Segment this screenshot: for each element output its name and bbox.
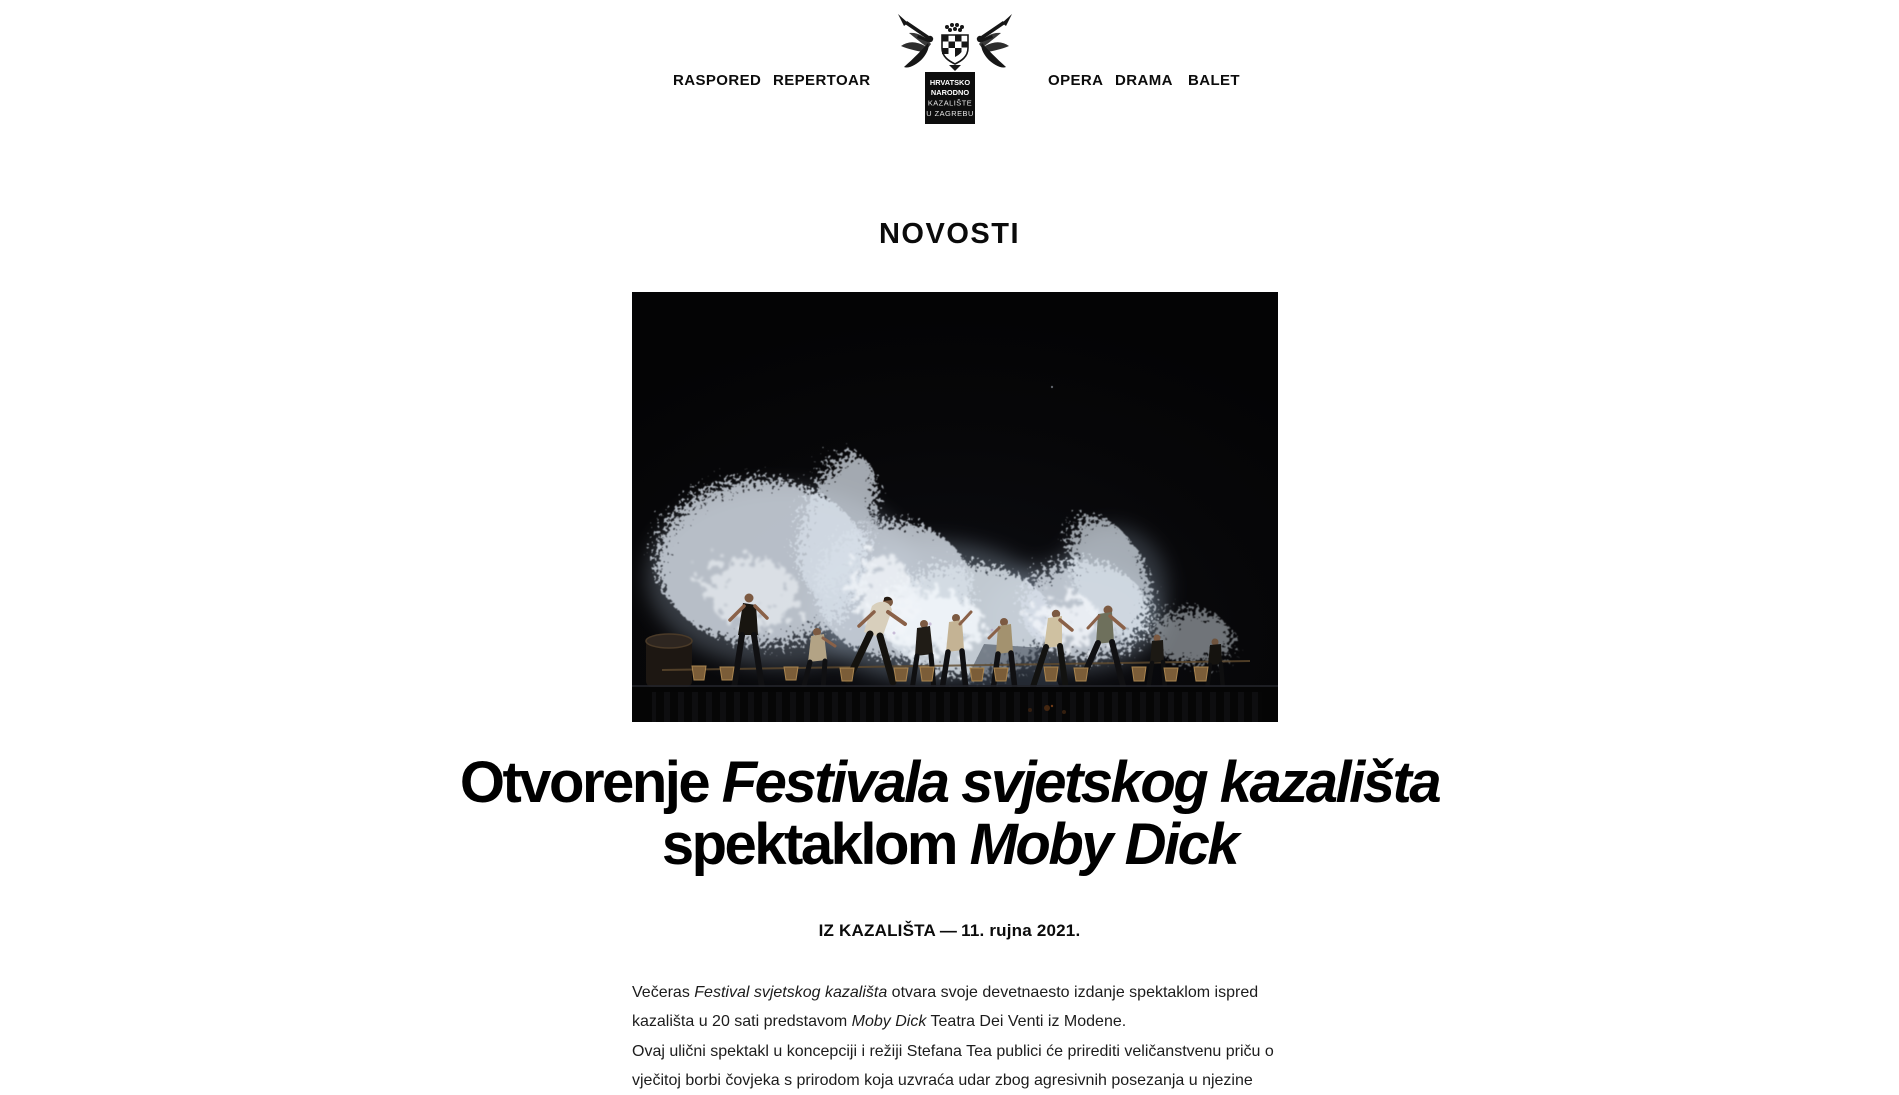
- article-title: Otvorenje Festivala svjetskog kazališta spektaklom Moby Dick: [459, 750, 1440, 877]
- hero-photo: [632, 292, 1278, 722]
- news-section-title: NOVOSTI: [878, 218, 1020, 250]
- article-meta: [0, 921, 1899, 941]
- article-paragraph: Večeras Festival svjetskog kazališta otvara svoje devetnaesto izdanje spektaklom ispred kazališta u 20 sati predstavom Moby Dick Teatra Dei Venti iz Modene.: [632, 984, 1259, 1030]
- category-label[interactable]: IZ KAZALIŠTA: [818, 921, 936, 940]
- meta-separator: —: [939, 921, 958, 940]
- angels-ornament-icon: [898, 14, 1012, 71]
- logo-line-2: NARODNO: [930, 88, 970, 97]
- nav-link-balet[interactable]: BALET: [1188, 72, 1240, 89]
- nav-link-opera[interactable]: OPERA: [1048, 72, 1104, 89]
- article-paragraph: Ovaj ulični spektakl u koncepciji i režiji Stefana Tea publici će prirediti veličanstvenu priču o vječitoj borbi čovjeka s prirodom koja uzvraća udar zbog agresivnih posezanja u njezine: [632, 1043, 1274, 1089]
- article-body: [632, 979, 1296, 1095]
- nav-link-raspored[interactable]: RASPORED: [673, 72, 762, 89]
- logo-plate: [925, 72, 975, 124]
- logo-line-4: U ZAGREBU: [926, 109, 974, 118]
- article-date: 11. rujna 2021.: [961, 921, 1081, 940]
- logo-line-1: HRVATSKO: [929, 78, 971, 87]
- nav-link-drama[interactable]: DRAMA: [1115, 72, 1173, 89]
- site-logo[interactable]: [895, 8, 1015, 126]
- crest-icon: [942, 23, 968, 71]
- logo-line-3: KAZALIŠTE: [927, 98, 973, 108]
- nav-link-repertoar[interactable]: REPERTOAR: [773, 72, 871, 89]
